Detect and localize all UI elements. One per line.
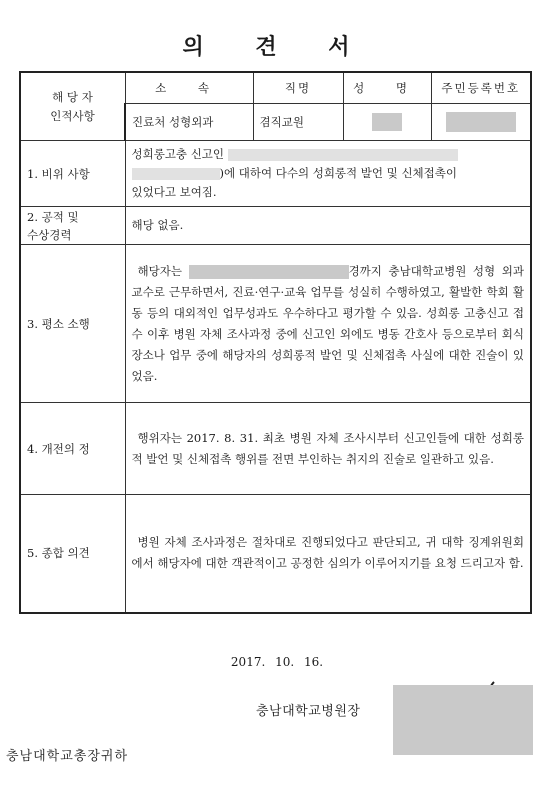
document-date: 2017. 10. 16. <box>230 655 324 669</box>
section-4-row <box>20 403 531 495</box>
section-1-row <box>20 141 531 207</box>
section-1-line2 <box>132 164 525 183</box>
section-4-body: 행위자는 2017. 8. 31. 최초 병원 자체 조사시부터 신고인들에 대한 성희롱적 발언 및 신체접촉 행위를 전면 부인하는 취지의 진술로 일관하고 있음. <box>125 403 531 495</box>
section-2-label-line2: 수상경력 <box>27 227 72 242</box>
section-3-redaction <box>189 265 349 279</box>
sender-name: 충남대학교병원장 <box>256 704 361 719</box>
opinion-table <box>19 71 532 614</box>
col-position: 직명 <box>253 72 343 104</box>
section-1-line1 <box>132 145 525 164</box>
resident-number-value <box>431 104 531 141</box>
section-3-line1-post: 경까지 충남대학교병원 성형 <box>348 263 496 278</box>
name-redaction <box>372 113 402 131</box>
signature-redaction <box>393 685 533 755</box>
section-1-redaction-2 <box>132 168 220 180</box>
section-3-line1-pre: 해당자는 <box>137 263 182 278</box>
position-value: 겸직교원 <box>253 104 343 141</box>
section-2-label-line1: 2. 공적 및 <box>27 209 79 224</box>
recipient: 충남대학교총장귀하 <box>6 749 129 764</box>
person-info-label-line1: 해 당 자 <box>52 89 93 104</box>
section-3-rest: 외과 교수로 근무하면서, 진료·연구·교육 업무를 성실히 수행하였고, 활발한 학회 활동 등의 대외적인 업무성과도 우수하다고 평가할 수 있음. 성희롱 고충신고 접수 이후 병원 자체 조사과정 중에 신고인 외에도 병동 간호사 등으로부터 회식장소나 업무 중에 해당자의 성희롱적 발언 및 신체접촉 사실에 대한 진술이 있었음. <box>131 263 525 383</box>
document-title: 의 견 서 <box>182 34 372 60</box>
person-info-label <box>20 72 125 141</box>
name-value <box>343 104 431 141</box>
section-5-label: 5. 종합 의견 <box>20 495 125 613</box>
section-3-text <box>132 261 525 387</box>
section-4-label: 4. 개전의 정 <box>20 403 125 495</box>
section-3-label: 3. 평소 소행 <box>20 245 125 403</box>
col-name: 성 명 <box>343 72 431 104</box>
affiliation-value: 진료처 성형외과 <box>125 104 253 141</box>
section-1-redaction-1 <box>228 149 458 161</box>
section-3-body <box>125 245 531 403</box>
section-1-line3: 있었다고 보여짐. <box>131 185 217 199</box>
section-5-row <box>20 495 531 613</box>
section-1-line1-text: 성희롱고충 신고인 <box>131 147 225 161</box>
section-2-body: 해당 없음. <box>125 207 531 245</box>
section-1-line2-text: )에 대하여 다수의 성희롱적 발언 및 신체접촉이 <box>219 166 457 180</box>
person-info-label-line2: 인적사항 <box>50 108 95 123</box>
resident-number-redaction <box>446 112 516 132</box>
col-affiliation: 소 속 <box>125 72 253 104</box>
header-row <box>20 72 531 104</box>
section-5-body: 병원 자체 조사과정은 절차대로 진행되었다고 판단되고, 귀 대학 징계위원회에서 해당자에 대한 객관적이고 공정한 심의가 이루어지기를 요청 드리고자 함. <box>125 495 531 613</box>
col-resident-number: 주민등록번호 <box>431 72 531 104</box>
section-1-body <box>125 141 531 207</box>
section-3-row <box>20 245 531 403</box>
section-2-label <box>20 207 125 245</box>
section-1-label: 1. 비위 사항 <box>20 141 125 207</box>
section-2-row <box>20 207 531 245</box>
